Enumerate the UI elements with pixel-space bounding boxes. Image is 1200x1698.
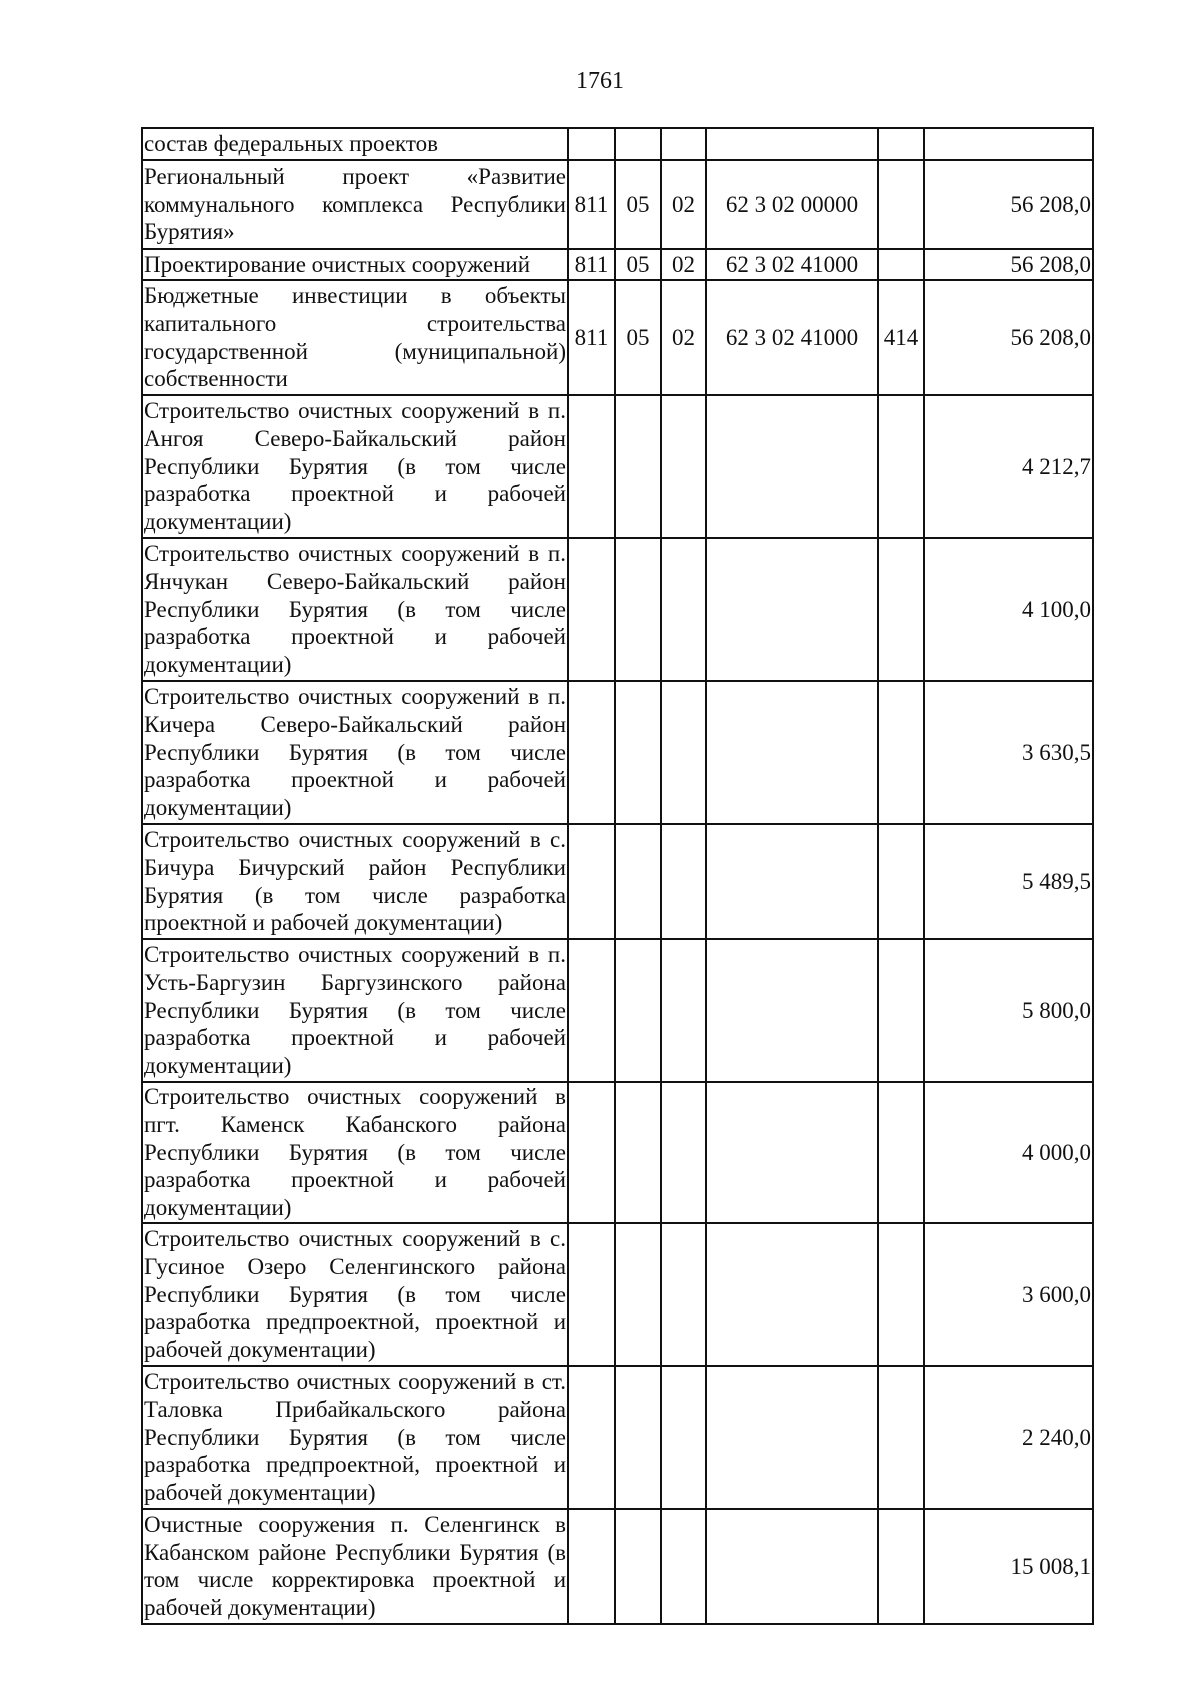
target-code (706, 1509, 878, 1624)
ministry-code (568, 824, 615, 939)
expense-code (878, 1223, 924, 1366)
table-row (142, 1082, 1093, 1223)
amount: 56 208,0 (924, 249, 1093, 280)
item-name: Строительство очистных сооружений в п. Усть-Баргузин Баргузинского района Республики Бурятия (в том числе разработка проектной и рабочей документации) (142, 939, 568, 1082)
table-row (142, 1223, 1093, 1366)
amount: 3 600,0 (924, 1223, 1093, 1366)
expense-code (878, 395, 924, 538)
section-code (615, 395, 661, 538)
ministry-code: 811 (568, 160, 615, 249)
budget-table (141, 127, 1094, 1625)
target-code: 62 3 02 41000 (706, 280, 878, 395)
section-code (615, 128, 661, 160)
section-code (615, 939, 661, 1082)
amount: 5 489,5 (924, 824, 1093, 939)
amount: 15 008,1 (924, 1509, 1093, 1624)
target-code (706, 395, 878, 538)
subsection-code: 02 (661, 160, 706, 249)
section-code: 05 (615, 160, 661, 249)
amount: 5 800,0 (924, 939, 1093, 1082)
ministry-code (568, 1509, 615, 1624)
subsection-code (661, 1366, 706, 1509)
target-code (706, 681, 878, 824)
item-name: Строительство очистных сооружений в с. Бичура Бичурский район Республики Бурятия (в том числе разработка проектной и рабочей документации) (142, 824, 568, 939)
subsection-code (661, 939, 706, 1082)
subsection-code (661, 1223, 706, 1366)
subsection-code (661, 538, 706, 681)
ministry-code (568, 939, 615, 1082)
amount: 4 000,0 (924, 1082, 1093, 1223)
target-code: 62 3 02 41000 (706, 249, 878, 280)
section-code: 05 (615, 249, 661, 280)
expense-code (878, 939, 924, 1082)
subsection-code: 02 (661, 280, 706, 395)
expense-code (878, 1366, 924, 1509)
target-code (706, 128, 878, 160)
item-name: Строительство очистных сооружений в п. Ангоя Северо-Байкальский район Республики Бурятия (в том числе разработка проектной и рабочей документации) (142, 395, 568, 538)
table-row (142, 280, 1093, 395)
amount: 3 630,5 (924, 681, 1093, 824)
table-row (142, 939, 1093, 1082)
item-name: Строительство очистных сооружений в с. Гусиное Озеро Селенгинского района Республики Бурятия (в том числе разработка предпроектной, проектной и рабочей документации) (142, 1223, 568, 1366)
ministry-code (568, 128, 615, 160)
table-row (142, 249, 1093, 280)
ministry-code (568, 1082, 615, 1223)
subsection-code (661, 1509, 706, 1624)
expense-code (878, 824, 924, 939)
amount: 2 240,0 (924, 1366, 1093, 1509)
table-row (142, 160, 1093, 249)
item-name: Бюджетные инвестиции в объекты капитального строительства государственной (муниципальной) собственности (142, 280, 568, 395)
expense-code (878, 538, 924, 681)
expense-code (878, 128, 924, 160)
ministry-code: 811 (568, 249, 615, 280)
ministry-code (568, 681, 615, 824)
expense-code (878, 1082, 924, 1223)
ministry-code (568, 1223, 615, 1366)
amount: 4 100,0 (924, 538, 1093, 681)
section-code (615, 1509, 661, 1624)
subsection-code (661, 1082, 706, 1223)
item-name: Строительство очистных сооружений в пгт. Каменск Кабанского района Республики Бурятия (в том числе разработка проектной и рабочей документации) (142, 1082, 568, 1223)
table-row (142, 824, 1093, 939)
target-code (706, 939, 878, 1082)
subsection-code: 02 (661, 249, 706, 280)
section-code (615, 824, 661, 939)
table-row (142, 681, 1093, 824)
target-code (706, 1223, 878, 1366)
expense-code: 414 (878, 280, 924, 395)
section-code (615, 538, 661, 681)
ministry-code: 811 (568, 280, 615, 395)
item-name: Строительство очистных сооружений в п. Янчукан Северо-Байкальский район Республики Бурятия (в том числе разработка проектной и рабочей документации) (142, 538, 568, 681)
item-name: Очистные сооружения п. Селенгинск в Кабанском районе Республики Бурятия (в том числе корректировка проектной и рабочей документации) (142, 1509, 568, 1624)
amount: 4 212,7 (924, 395, 1093, 538)
subsection-code (661, 128, 706, 160)
subsection-code (661, 681, 706, 824)
target-code (706, 1082, 878, 1223)
amount: 56 208,0 (924, 160, 1093, 249)
amount: 56 208,0 (924, 280, 1093, 395)
item-name: Строительство очистных сооружений в ст. Таловка Прибайкальского района Республики Бурятия (в том числе разработка предпроектной, проектной и рабочей документации) (142, 1366, 568, 1509)
ministry-code (568, 395, 615, 538)
subsection-code (661, 395, 706, 538)
item-name: Проектирование очистных сооружений (142, 249, 568, 280)
page-number: 1761 (576, 68, 624, 94)
ministry-code (568, 1366, 615, 1509)
table-row (142, 1366, 1093, 1509)
table-row (142, 128, 1093, 160)
item-name: Региональный проект «Развитие коммунального комплекса Республики Бурятия» (142, 160, 568, 249)
target-code (706, 1366, 878, 1509)
amount (924, 128, 1093, 160)
table-row (142, 1509, 1093, 1624)
table-row (142, 538, 1093, 681)
table-row (142, 395, 1093, 538)
expense-code (878, 1509, 924, 1624)
expense-code (878, 681, 924, 824)
subsection-code (661, 824, 706, 939)
item-name: состав федеральных проектов (142, 128, 568, 160)
section-code (615, 1082, 661, 1223)
item-name: Строительство очистных сооружений в п. Кичера Северо-Байкальский район Республики Бурятия (в том числе разработка проектной и рабочей документации) (142, 681, 568, 824)
target-code (706, 538, 878, 681)
target-code (706, 824, 878, 939)
target-code: 62 3 02 00000 (706, 160, 878, 249)
section-code (615, 681, 661, 824)
ministry-code (568, 538, 615, 681)
section-code (615, 1223, 661, 1366)
expense-code (878, 249, 924, 280)
section-code: 05 (615, 280, 661, 395)
expense-code (878, 160, 924, 249)
section-code (615, 1366, 661, 1509)
